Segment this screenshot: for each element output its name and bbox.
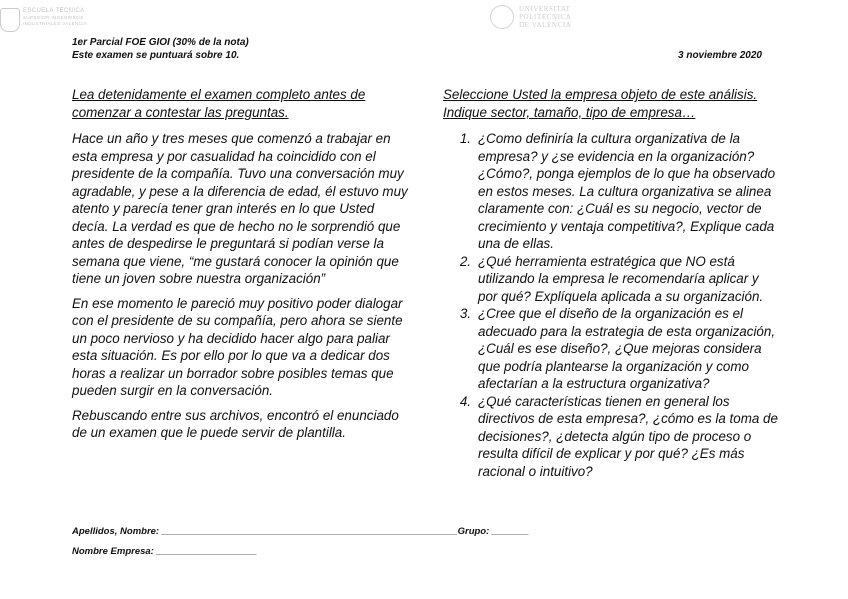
question-text: ¿Como definiría la cultura organizativa de la empresa? y ¿se evidencia en la organización? ¿Cómo?, ponga ejemplos de lo que ha observado en estos meses. La cultura organizativa se alinea claramente con: ¿Cuál es su negocio, vector de crecimiento y ventaja competitiva?, Explique cada una de ellas. <box>478 131 776 251</box>
question-item <box>443 393 781 481</box>
question-number: 1. <box>459 131 471 146</box>
question-item <box>443 130 781 253</box>
university-logo-line: POLITÈCNICA <box>519 13 572 21</box>
scenario-column <box>72 86 412 449</box>
university-seal-icon <box>490 5 514 29</box>
school-logo-line: INDUSTRIALES VALENCIA <box>23 21 88 26</box>
question-item <box>443 305 781 393</box>
exam-header <box>72 36 249 62</box>
scenario-paragraph: Rebuscando entre sus archivos, encontró el enunciado de un examen que le puede servir de plantilla. <box>72 407 399 440</box>
question-text: ¿Cree que el diseño de la organización es el adecuado para la estrategia de esta organización, ¿Cuál es ese diseño?, ¿Que mejoras considera que podría plantearse la organización y como afectarían a la estructura organizativa? <box>478 306 776 391</box>
question-text: ¿Qué herramienta estratégica que NO está utilizando la empresa le recomendaría aplicar y por qué? Explíquela aplicada a su organización. <box>478 253 764 304</box>
school-logo-line: ESCUELA TÉCNICA <box>23 8 85 14</box>
question-text: ¿Qué características tienen en general los directivos de esta empresa?, ¿cómo es la toma de decisiones?, ¿detecta algún tipo de proceso o resulta difícil de explicar y por qué? ¿Es más racional o intuitivo? <box>478 393 778 479</box>
exam-date: 3 noviembre 2020 <box>678 50 762 61</box>
company-name-field[interactable]: Nombre Empresa: ___________________ <box>72 546 257 557</box>
scenario-paragraph: En ese momento le pareció muy positivo poder dialogar con el presidente de su compañía, pero ahora se siente un poco nervioso y ha decidido hacer algo para paliar esta situación. Es por ello por lo que va a dedicar dos horas a realizar un borrador sobre posibles temas que pueden surgir en la conversación. <box>72 295 403 398</box>
question-list <box>443 130 781 480</box>
university-logo-line: UNIVERSITAT <box>519 5 571 13</box>
grading-note: Este examen se puntuará sobre 10. <box>72 50 240 61</box>
questions-column <box>443 86 781 480</box>
university-logo-line: DE VALÈNCIA <box>519 21 572 29</box>
question-number: 3. <box>459 306 471 321</box>
student-name-field[interactable]: Apellidos, Nombre: ________________________________________________________Grupo: _______ <box>72 526 529 537</box>
school-logo-line: SUPERIOR INGENIEROS <box>23 15 84 20</box>
question-item <box>443 253 781 306</box>
company-selection-heading: Seleccione Usted la empresa objeto de este análisis. Indique sector, tamaño, tipo de empresa… <box>443 87 758 120</box>
school-seal-icon <box>0 8 20 32</box>
instructions-heading: Lea detenidamente el examen completo antes de comenzar a contestar las preguntas. <box>72 87 366 120</box>
exam-title: 1er Parcial FOE GIOI (30% de la nota) <box>72 37 249 48</box>
question-number: 4. <box>459 393 471 409</box>
scenario-paragraph: Hace un año y tres meses que comenzó a trabajar en esta empresa y por casualidad ha coincidido con el presidente de la compañía. Tuvo una conversación muy agradable, y pese a la diferencia de edad, él estuvo muy atento y parecía tener gran interés en lo que Usted decía. La verdad es que de hecho no le sorprendió que antes de despedirse le preguntará si podían verse la semana que viene, “me gustará conocer la opinión que tiene un joven sobre nuestra organización” <box>72 131 408 286</box>
university-logo <box>490 5 572 29</box>
school-logo <box>0 8 87 32</box>
question-number: 2. <box>459 253 471 269</box>
